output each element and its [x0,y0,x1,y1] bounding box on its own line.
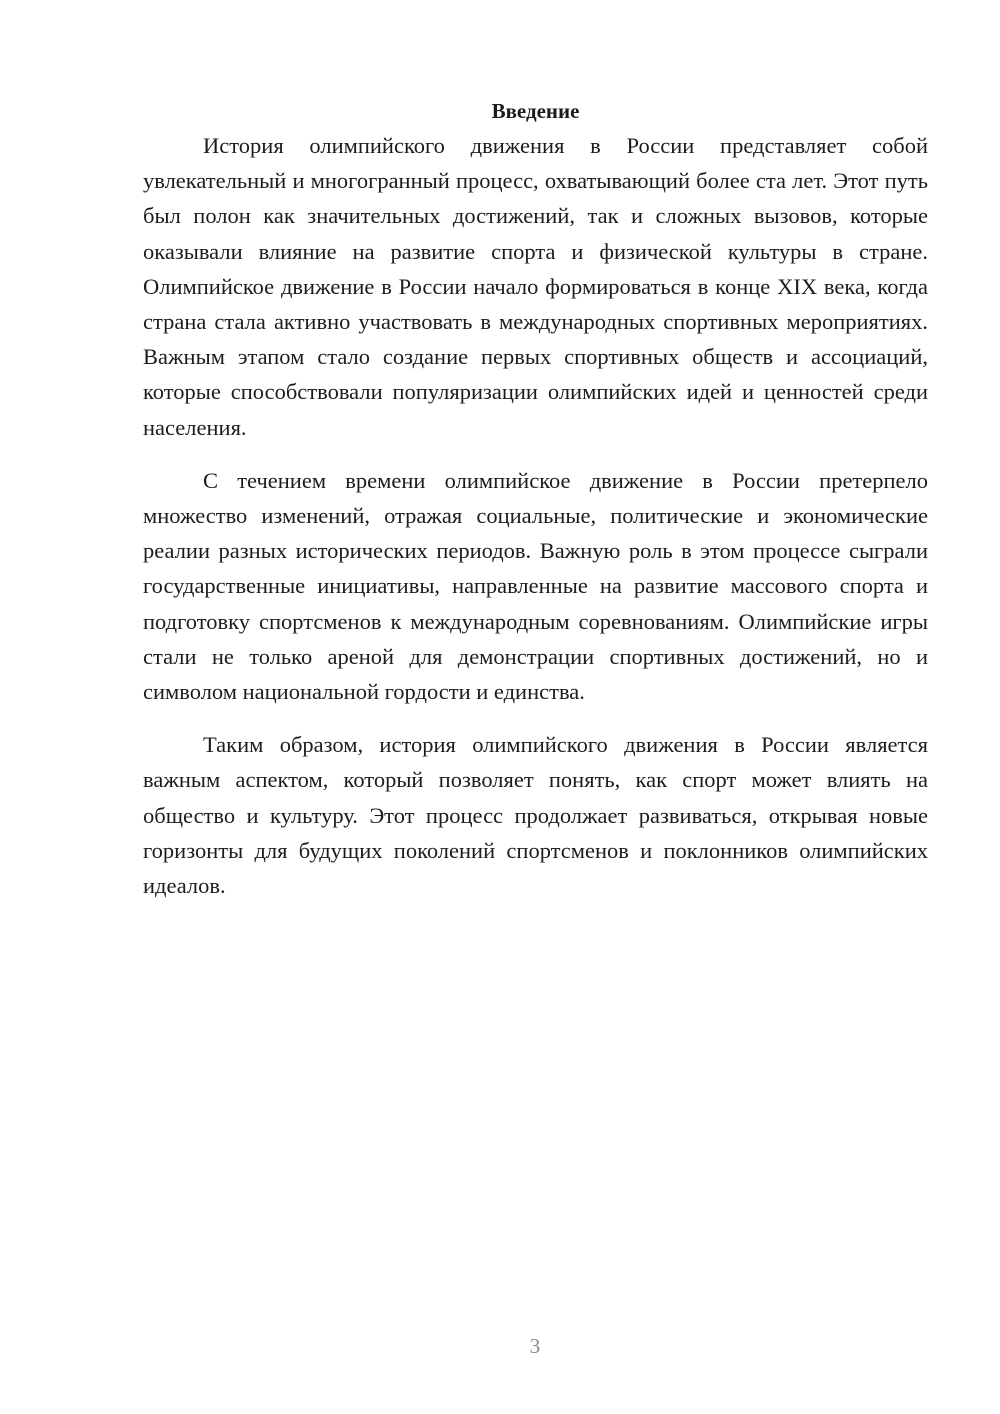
paragraph-2: С течением времени олимпийское движение в России претерпело множество изменений, отражая социальные, политические и экономические реалии разных исторических периодов. Важную роль в этом процессе сыграли государственные инициативы, направленные на развитие массового спорта и подготовку спортсменов к международным соревнованиям. Олимпийские игры стали не только ареной для демонстрации спортивных достижений, но и символом национальной гордости и единства. [143,467,928,705]
document-body [143,96,928,921]
paragraph-1: История олимпийского движения в России представляет собой увлекательный и многогранный процесс, охватывающий более ста лет. Этот путь был полон как значительных достижений, так и сложных вызовов, которые оказывали влияние на развитие спорта и физической культуры в стране. Олимпийское движение в России начало формироваться в конце XIX века, когда страна стала активно участвовать в международных спортивных мероприятиях. Важным этапом стало создание первых спортивных обществ и ассоциаций, которые способствовали популяризации олимпийских идей и ценностей среди населения. [143,133,928,440]
page-number: 3 [529,1334,541,1358]
paragraph-3: Таким образом, история олимпийского движения в России является важным аспектом, который позволяет понять, как спорт может влиять на общество и культуру. Этот процесс продолжает развиваться, открывая новые горизонты для будущих поколений спортсменов и поклонников олимпийских идеалов. [143,732,928,899]
section-heading: Введение [491,99,580,123]
